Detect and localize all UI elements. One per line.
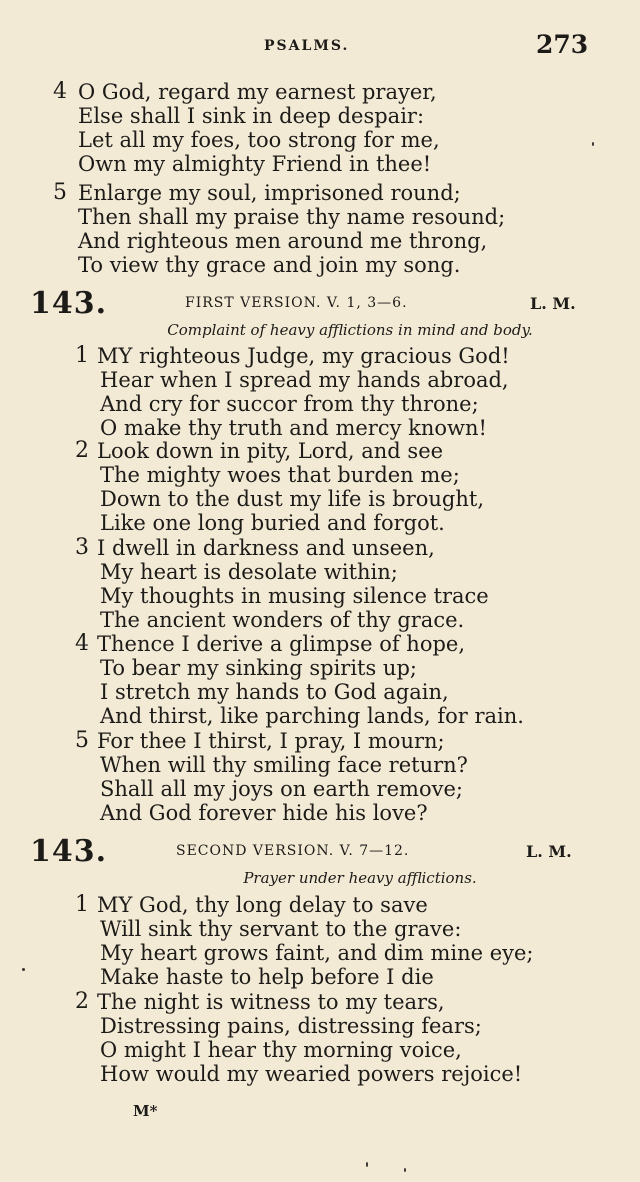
verse-line: And God forever hide his love?	[100, 801, 428, 825]
verse-line: How would my wearied powers rejoice!	[100, 1062, 523, 1086]
verse-line: To view thy grace and join my song.	[78, 253, 461, 277]
ink-speck	[366, 1162, 368, 1167]
meter-label: L. M.	[526, 842, 572, 861]
ink-speck	[592, 142, 594, 146]
verse-line: When will thy smiling face return?	[100, 753, 468, 777]
meter-label: L. M.	[530, 294, 576, 313]
verse-line: Like one long buried and forgot.	[100, 511, 445, 535]
verse-line: Look down in pity, Lord, and see	[97, 439, 444, 463]
verse-line: Shall all my joys on earth remove;	[100, 777, 463, 801]
version-label: FIRST VERSION. V. 1, 3—6.	[185, 295, 408, 311]
verse-line: To bear my sinking spirits up;	[100, 656, 417, 680]
verse-line: Thence I derive a glimpse of hope,	[97, 632, 466, 656]
verse-line: The night is witness to my tears,	[97, 990, 445, 1014]
page-number: 273	[536, 30, 589, 59]
verse-line: For thee I thirst, I pray, I mourn;	[97, 729, 445, 753]
verse-line: MY righteous Judge, my gracious God!	[97, 344, 510, 368]
verse-line: Down to the dust my life is brought,	[100, 487, 484, 511]
verse-line: I stretch my hands to God again,	[100, 680, 449, 704]
version-label: SECOND VERSION. V. 7—12.	[176, 843, 410, 859]
stanza-number: 4	[53, 79, 67, 104]
stanza-number: 1	[75, 892, 89, 917]
verse-line: And righteous men around me throng,	[78, 229, 488, 253]
verse-line: Own my almighty Friend in thee!	[78, 152, 432, 176]
verse-line: The mighty woes that burden me;	[100, 463, 460, 487]
stanza-number: 4	[75, 631, 89, 656]
verse-line: MY God, thy long delay to save	[97, 893, 428, 917]
verse-line: The ancient wonders of thy grace.	[100, 608, 465, 632]
verse-line: Hear when I spread my hands abroad,	[100, 368, 509, 392]
stanza-number: 1	[75, 343, 89, 368]
stanza-number: 5	[75, 728, 89, 753]
verse-line: Then shall my praise thy name resound;	[78, 205, 506, 229]
ink-speck	[22, 968, 25, 971]
verse-line: Distressing pains, distressing fears;	[100, 1014, 482, 1038]
verse-line: Let all my foes, too strong for me,	[78, 128, 440, 152]
stanza-number: 2	[75, 438, 89, 463]
ink-speck	[404, 1168, 406, 1172]
verse-line: My thoughts in musing silence trace	[100, 584, 489, 608]
hymn-number: 143.	[30, 834, 108, 869]
stanza-number: 5	[53, 180, 67, 205]
verse-line: O make thy truth and mercy known!	[100, 416, 487, 440]
verse-line: Else shall I sink in deep despair:	[78, 104, 425, 128]
verse-line: And thirst, like parching lands, for rain.	[100, 704, 524, 728]
stanza-number: 3	[75, 535, 89, 560]
verse-line: And cry for succor from thy throne;	[100, 392, 479, 416]
verse-line: Will sink thy servant to the grave:	[100, 917, 462, 941]
page-header	[0, 30, 640, 66]
verse-line: O God, regard my earnest prayer,	[78, 80, 437, 104]
running-head: PSALMS.	[264, 38, 350, 54]
hymn-subtitle: Complaint of heavy afflictions in mind and body.	[167, 321, 533, 339]
verse-line: O might I hear thy morning voice,	[100, 1038, 462, 1062]
stanza-number: 2	[75, 989, 89, 1014]
hymn-subtitle: Prayer under heavy afflictions.	[243, 869, 477, 887]
hymn-number: 143.	[30, 286, 108, 321]
verse-line: Enlarge my soul, imprisoned round;	[78, 181, 461, 205]
verse-line: I dwell in darkness and unseen,	[97, 536, 435, 560]
verse-line: My heart is desolate within;	[100, 560, 398, 584]
verse-line: Make haste to help before I die	[100, 965, 434, 989]
signature-mark: M*	[133, 1102, 158, 1120]
verse-line: My heart grows faint, and dim mine eye;	[100, 941, 534, 965]
